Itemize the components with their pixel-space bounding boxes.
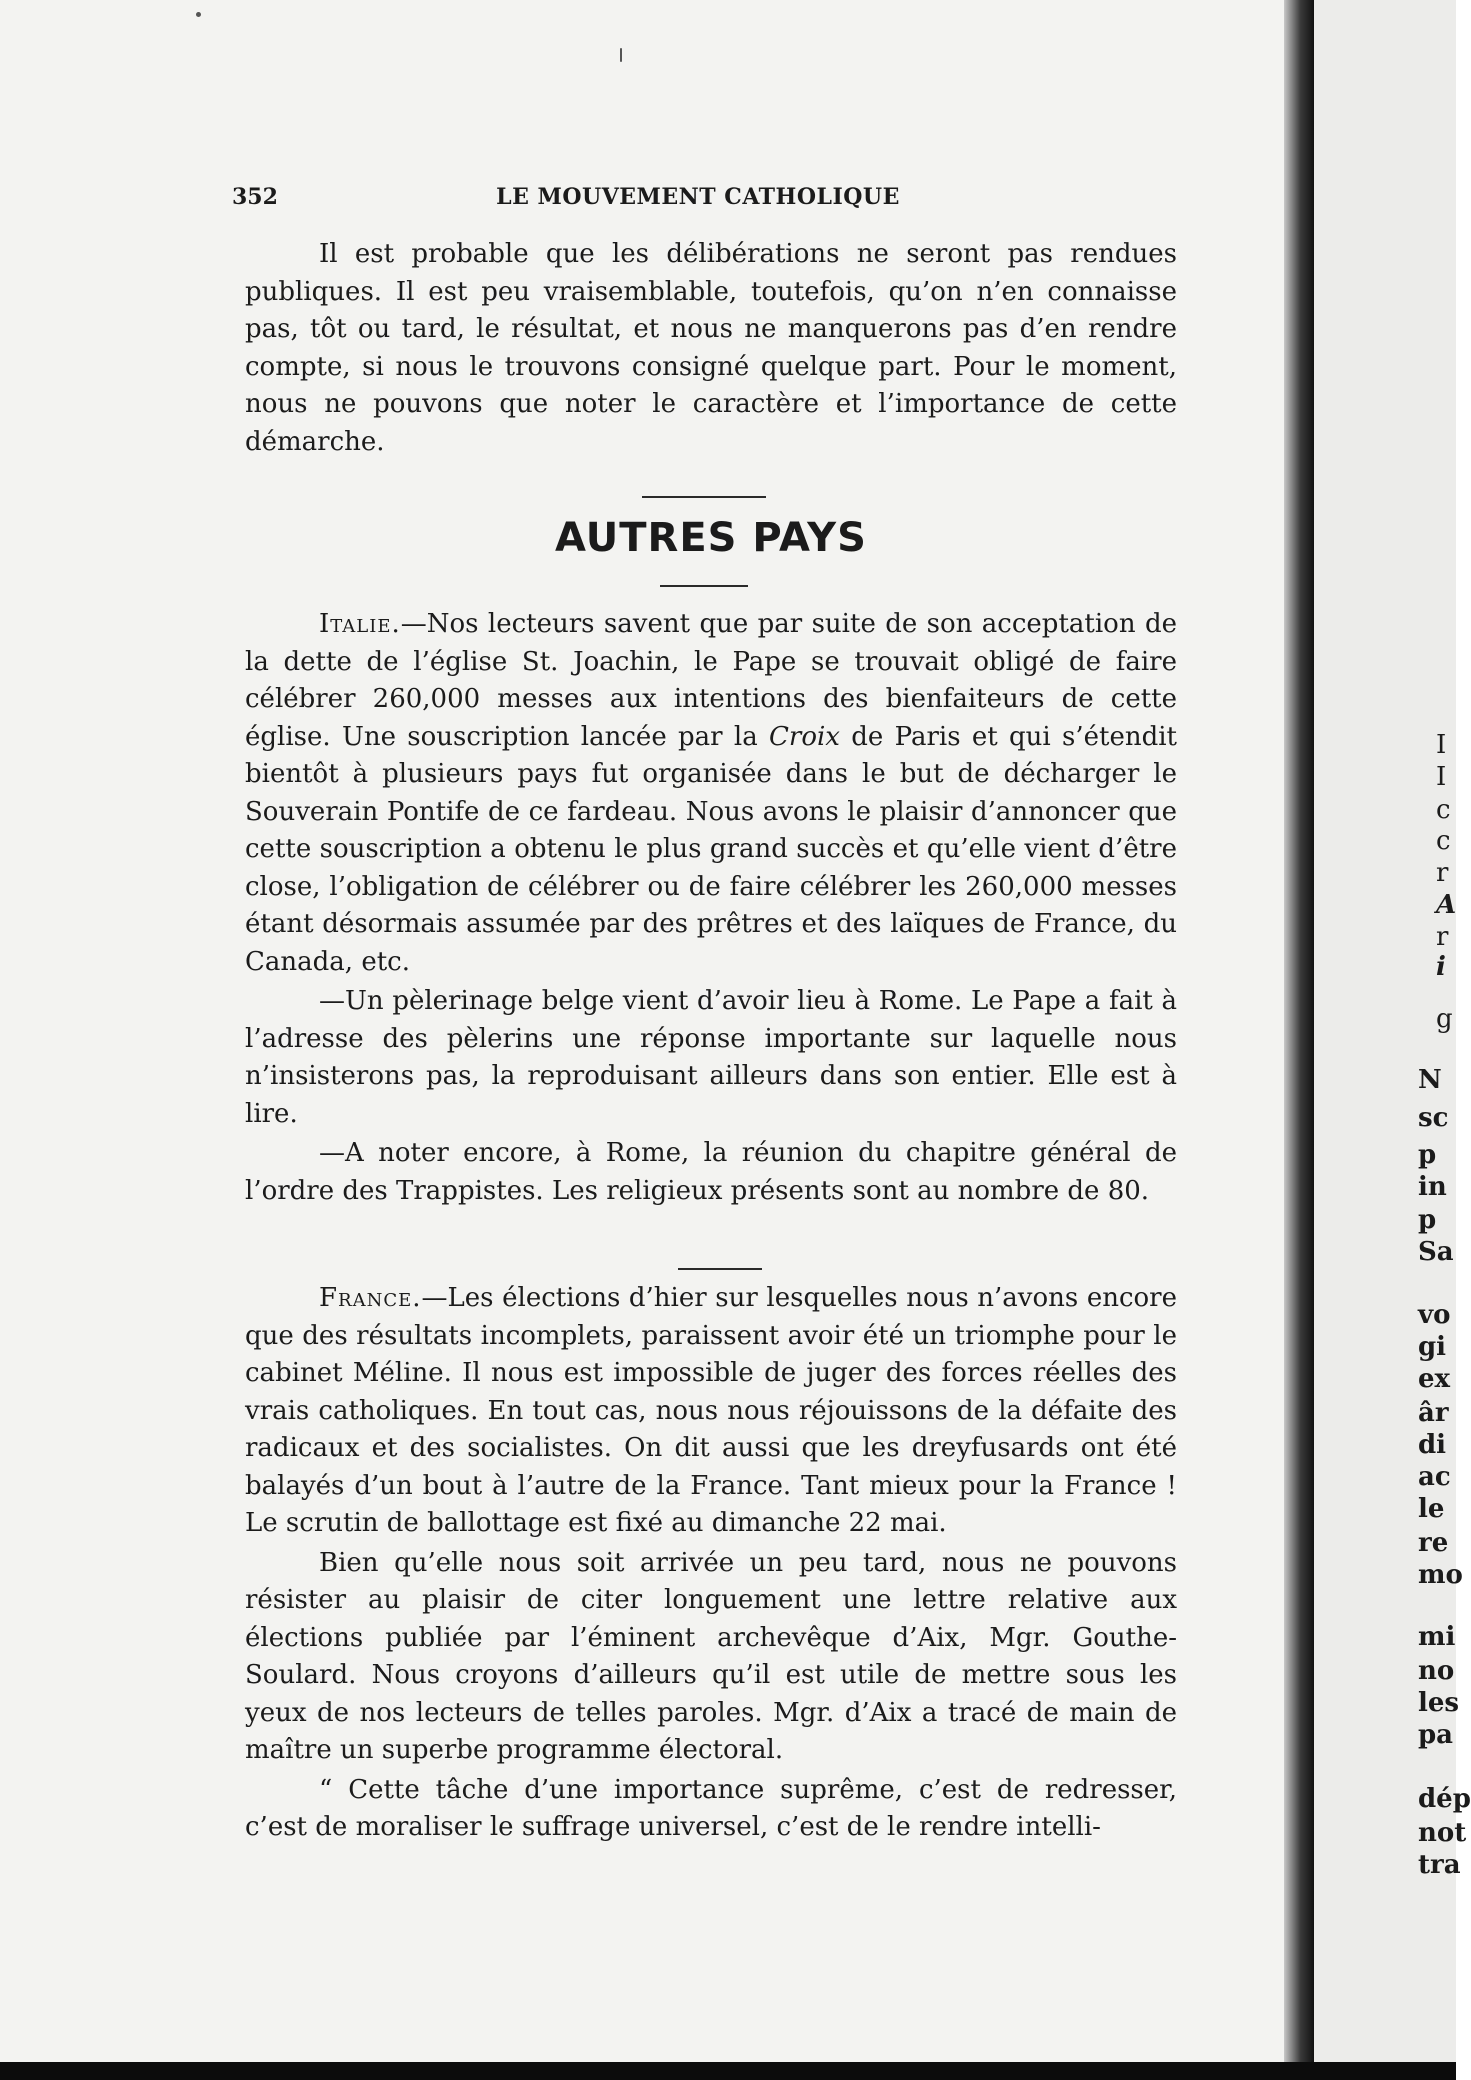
lettre-paragraph: Bien qu’elle nous soit arrivée un peu tard, nous ne pouvons résister au plaisir de citer longuement une lettre relative aux élections publiée par l’éminent archevêque d’Aix, Mgr. Gouthe-Soulard. Nous croyons d’ailleurs qu’il est utile de mettre sous les yeux de nos lecteurs de telles paroles. Mgr. d’Aix a tracé de main de maître un superbe programme électoral. xyxy=(245,1547,1177,1765)
facing-page-fragment: di xyxy=(1418,1430,1447,1460)
page-number: 352 xyxy=(232,184,278,210)
italie-text-end: de Paris et qui s’étendit bientôt à plusieurs pays fut organisée dans le but de décharger le Souverain Pontife de ce fardeau. Nous avons le plaisir d’annoncer que cette souscription a obtenu le plus grand succès et qu’elle vient d’être close, l’obligation de célébrer ou de faire célébrer les 260,000 messes étant désormais assumée par des prêtres et des laïques de France, du Canada, etc. xyxy=(245,721,1177,977)
facing-page-fragment: ac xyxy=(1418,1462,1451,1492)
facing-page-fragment: r xyxy=(1436,858,1449,888)
facing-page-fragment: les xyxy=(1418,1688,1460,1718)
running-title: LE MOUVEMENT CATHOLIQUE xyxy=(496,184,900,210)
facing-page-fragment: I xyxy=(1436,762,1447,792)
divider-rule xyxy=(678,1268,762,1270)
facing-page-edge xyxy=(1314,0,1456,2062)
divider-rule xyxy=(660,585,748,587)
facing-page-fragment: N xyxy=(1418,1065,1442,1095)
facing-page-fragment: le xyxy=(1418,1494,1445,1524)
facing-page-fragment: sc xyxy=(1418,1103,1449,1133)
pelerinage-paragraph: —Un pèlerinage belge vient d’avoir lieu à Rome. Le Pape a fait à l’adresse des pèlerins une réponse importante sur laquelle nous n’insisterons pas, la reproduisant ailleurs dans son entier. Elle est à lire. xyxy=(245,986,1177,1129)
facing-page-fragment: vo xyxy=(1418,1300,1451,1330)
france-section xyxy=(245,1280,1177,1847)
france-paragraph xyxy=(245,1280,1177,1543)
facing-page-fragment: I xyxy=(1436,730,1447,760)
facing-page-fragment: g xyxy=(1436,1004,1453,1034)
running-header xyxy=(228,184,1168,224)
trappistes-paragraph: —A noter encore, à Rome, la réunion du chapitre général de l’ordre des Trappistes. Les religieux présents sont au nombre de 80. xyxy=(245,1138,1177,1206)
facing-page-fragment: no xyxy=(1418,1656,1455,1686)
facing-page-fragment: âr xyxy=(1418,1398,1449,1428)
facing-page-fragment: r xyxy=(1436,922,1449,952)
facing-page-fragment: not xyxy=(1418,1818,1467,1848)
scan-border xyxy=(0,2062,1456,2080)
italie-section xyxy=(245,606,1177,1210)
facing-page-fragment: c xyxy=(1436,795,1451,825)
facing-page-fragment: tra xyxy=(1418,1850,1461,1880)
intro-paragraph: Il est probable que les délibérations ne seront pas rendues publiques. Il est peu vraisemblable, toutefois, qu’on n’en connaisse pas, tôt ou tard, le résultat, et nous ne manquerons pas d’en rendre compte, si nous le trouvons consigné quelque part. Pour le moment, nous ne pouvons que noter le caractère et l’importance de cette démarche. xyxy=(245,239,1177,457)
divider-rule xyxy=(642,496,766,498)
section-title: AUTRES PAYS xyxy=(555,515,867,561)
facing-page-fragment: pa xyxy=(1418,1720,1454,1750)
print-speck xyxy=(620,48,622,62)
facing-page-fragment: Sa xyxy=(1418,1237,1454,1267)
france-label: France. xyxy=(319,1283,422,1313)
italie-paragraph xyxy=(245,606,1177,981)
facing-page-fragment: dép xyxy=(1418,1784,1471,1814)
italie-text-start: —Nos lecteurs savent que par suite de son acceptation de la dette de l’église St. Joachin, le Pape se trouvait obligé de faire célébrer 260,000 messes aux intentions des bienfaiteurs de cette église. Une souscription lancée par la xyxy=(245,609,1177,752)
facing-page-fragment: ex xyxy=(1418,1364,1451,1394)
print-speck xyxy=(196,12,201,17)
facing-page-fragment: p xyxy=(1418,1140,1437,1170)
binding-gutter xyxy=(1284,0,1314,2062)
france-text: —Les élections d’hier sur lesquelles nous n’avons encore que des résultats incomplets, paraissent avoir été un triomphe pour le cabinet Méline. Il nous est impossible de juger des forces réelles des vrais catholiques. En tout cas, nous nous réjouissons de la défaite des radicaux et des socialistes. On dit aussi que les dreyfusards ont été balayés d’un bout à l’autre de la France. Tant mieux pour la France ! Le scrutin de ballottage est fixé au dimanche 22 mai. xyxy=(245,1283,1177,1538)
facing-page-fragment: in xyxy=(1418,1172,1447,1202)
intro-block xyxy=(245,236,1177,461)
facing-page-fragment: i xyxy=(1436,952,1446,982)
italie-label: Italie. xyxy=(319,609,401,639)
facing-page-fragment: c xyxy=(1436,826,1451,856)
facing-page-fragment: mo xyxy=(1418,1560,1463,1590)
facing-page-fragment: re xyxy=(1418,1528,1449,1558)
facing-page-fragment: A xyxy=(1436,890,1457,920)
croix-title: Croix xyxy=(769,721,840,752)
facing-page-fragment: p xyxy=(1418,1205,1437,1235)
quotation-paragraph: “ Cette tâche d’une importance suprême, c’est de redresser, c’est de moraliser le suffrage universel, c’est de le rendre intelli- xyxy=(245,1774,1177,1842)
facing-page-fragment: mi xyxy=(1418,1622,1456,1652)
facing-page-fragment: gi xyxy=(1418,1332,1447,1362)
